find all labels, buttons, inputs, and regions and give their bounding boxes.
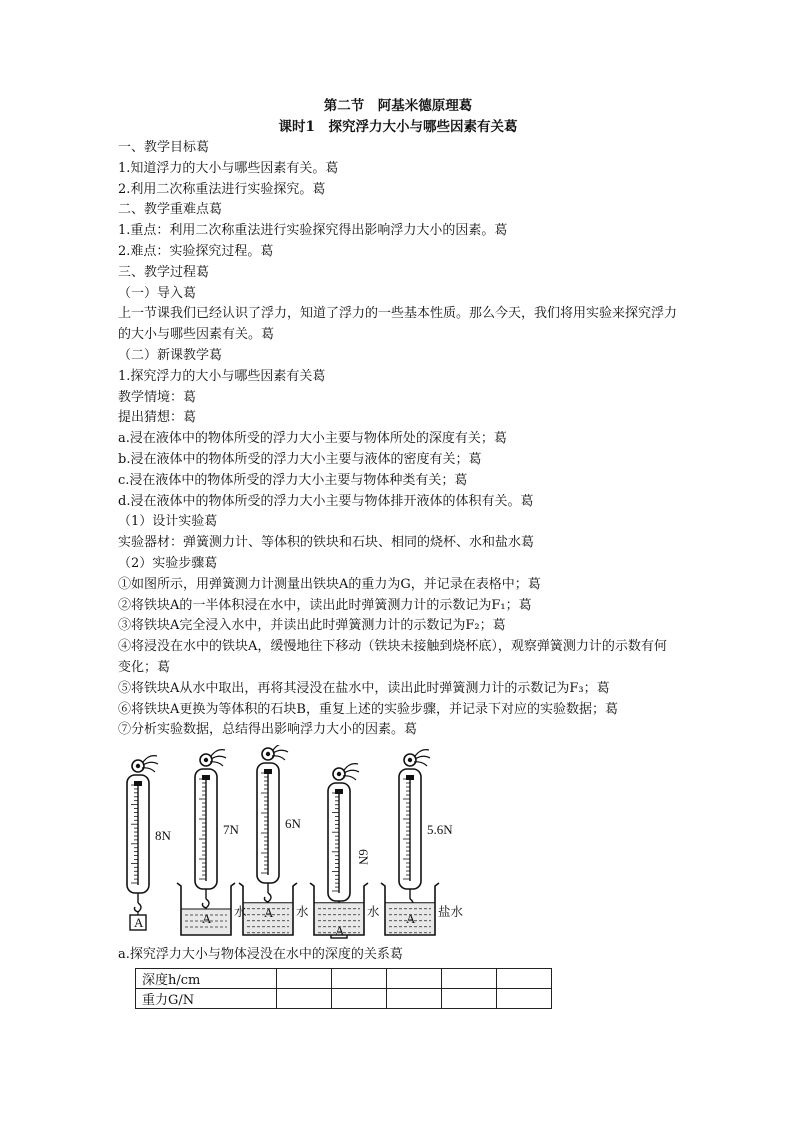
table-cell (387, 968, 442, 988)
step-5: ⑤将铁块A从水中取出，再将其浸没在盐水中，读出此时弹簧测力计的示数记为F₃；葛 (118, 680, 610, 696)
force-reading: 5.6N (427, 822, 453, 838)
hypothesis-a: a.浸在液体中的物体所受的浮力大小主要与物体所处的深度有关；葛 (118, 431, 507, 447)
experiment-figure (118, 745, 463, 945)
hypothesis-d: d.浸在液体中的物体所受的浮力大小主要与物体排开液体的体积有关。葛 (118, 493, 534, 509)
table-cell (277, 968, 332, 988)
step-1: ①如图所示，用弹簧测力计测量出铁块A的重力为G，并记录在表格中；葛 (118, 576, 541, 592)
section-title: 第二节 阿基米德原理葛 (323, 98, 473, 114)
step-4: ④将浸没在水中的铁块A，缓慢地往下移动（铁块未接触到烧杯底），观察弹簧测力计的示数有何变化；葛 (118, 639, 667, 675)
liquid-label: 盐水 (438, 904, 464, 920)
hanger-ring-center (337, 772, 341, 776)
intro-paragraph: 上一节课我们已经认识了浮力，知道了浮力的一些基本性质。那么今天，我们将用实验来探究浮力的大小与哪些因素有关。葛 (118, 306, 678, 343)
hand-string (210, 750, 226, 766)
hand-string (343, 764, 359, 780)
step-2: ②将铁块A的一半体积浸在水中，读出此时弹簧测力计的示数记为F₁；葛 (118, 597, 532, 613)
block-label: A (134, 915, 144, 931)
table-cell (497, 968, 552, 988)
scale-pointer (202, 775, 210, 780)
key-point: 1.重点：利用二次称重法进行实验探究得出影响浮力大小的因素。葛 (118, 223, 508, 239)
topic-heading: 1.探究浮力的大小与哪些因素有关葛 (118, 368, 326, 384)
table-cell (442, 988, 497, 1008)
table-cell (497, 988, 552, 1008)
hand-string (414, 750, 430, 766)
table-row (136, 968, 552, 988)
teaching-situation: 教学情境：葛 (118, 389, 197, 405)
table-cell (387, 988, 442, 1008)
hanger-ring-center (266, 752, 270, 756)
objective-1: 1.知道浮力的大小与哪些因素有关。葛 (118, 160, 339, 176)
scale-pointer (134, 781, 142, 786)
force-reading: 7N (223, 822, 239, 838)
step-3: ③将铁块A完全浸入水中，并读出此时弹簧测力计的示数记为F₂；葛 (118, 618, 506, 634)
table-caption: a.探究浮力大小与物体浸没在水中的深度的关系葛 (118, 947, 403, 963)
design-heading: （1）设计实验葛 (118, 514, 218, 530)
block-label: A (264, 905, 274, 921)
hook (202, 899, 209, 908)
force-reading: 8N (155, 828, 171, 844)
liquid-label: 水 (367, 904, 380, 920)
hanger-ring-center (408, 758, 412, 762)
heading-process: 三、教学过程葛 (118, 264, 210, 280)
steps-heading: （2）实验步骤葛 (118, 555, 218, 571)
hanger-ring-center (204, 758, 208, 762)
step-6: ⑥将铁块A更换为等体积的石块B，重复上述的实验步骤，并记录下对应的实验数据；葛 (118, 701, 618, 717)
block-label: A (406, 911, 416, 927)
block-label: A (335, 923, 345, 939)
subheading-new-lesson: （二）新课教学葛 (118, 347, 223, 363)
lesson-title: 课时1 探究浮力大小与哪些因素有关葛 (278, 119, 518, 135)
hook (134, 903, 141, 912)
heading-objectives: 一、教学目标葛 (118, 140, 210, 155)
table-cell (332, 968, 387, 988)
scale-pointer (406, 775, 414, 780)
difficult-point: 2.难点：实验探究过程。葛 (118, 243, 274, 259)
force-reading: 6N (356, 849, 371, 865)
hand-string (272, 745, 288, 760)
scale-pointer (264, 769, 272, 774)
row-header: 重力G/N (136, 988, 277, 1008)
block-label: A (202, 911, 212, 927)
scale-pointer (335, 789, 343, 794)
hook (264, 893, 271, 902)
heading-key-points: 二、教学重难点葛 (118, 202, 223, 218)
table-row (136, 988, 552, 1008)
table-cell (442, 968, 497, 988)
liquid-label: 水 (296, 904, 309, 920)
table-cell (332, 988, 387, 1008)
hand-string (142, 756, 158, 772)
force-reading: 6N (285, 816, 301, 832)
subheading-intro: （一）导入葛 (118, 285, 197, 301)
table-cell (277, 988, 332, 1008)
objective-2: 2.利用二次称重法进行实验探究。葛 (118, 181, 326, 197)
hypotheses-heading: 提出猜想：葛 (118, 410, 197, 426)
liquid-label: 水 (234, 904, 247, 920)
step-7: ⑦分析实验数据，总结得出影响浮力大小的因素。葛 (118, 722, 418, 738)
data-table (135, 968, 552, 1009)
hanger-ring-center (136, 764, 140, 768)
hypothesis-c: c.浸在液体中的物体所受的浮力大小主要与物体种类有关；葛 (118, 472, 468, 488)
equipment: 实验器材：弹簧测力计、等体积的铁块和石块、相同的烧杯、水和盐水葛 (118, 535, 535, 551)
hypothesis-b: b.浸在液体中的物体所受的浮力大小主要与液体的密度有关；葛 (118, 451, 482, 467)
row-header: 深度h/cm (136, 968, 277, 988)
document-page (118, 96, 678, 1009)
